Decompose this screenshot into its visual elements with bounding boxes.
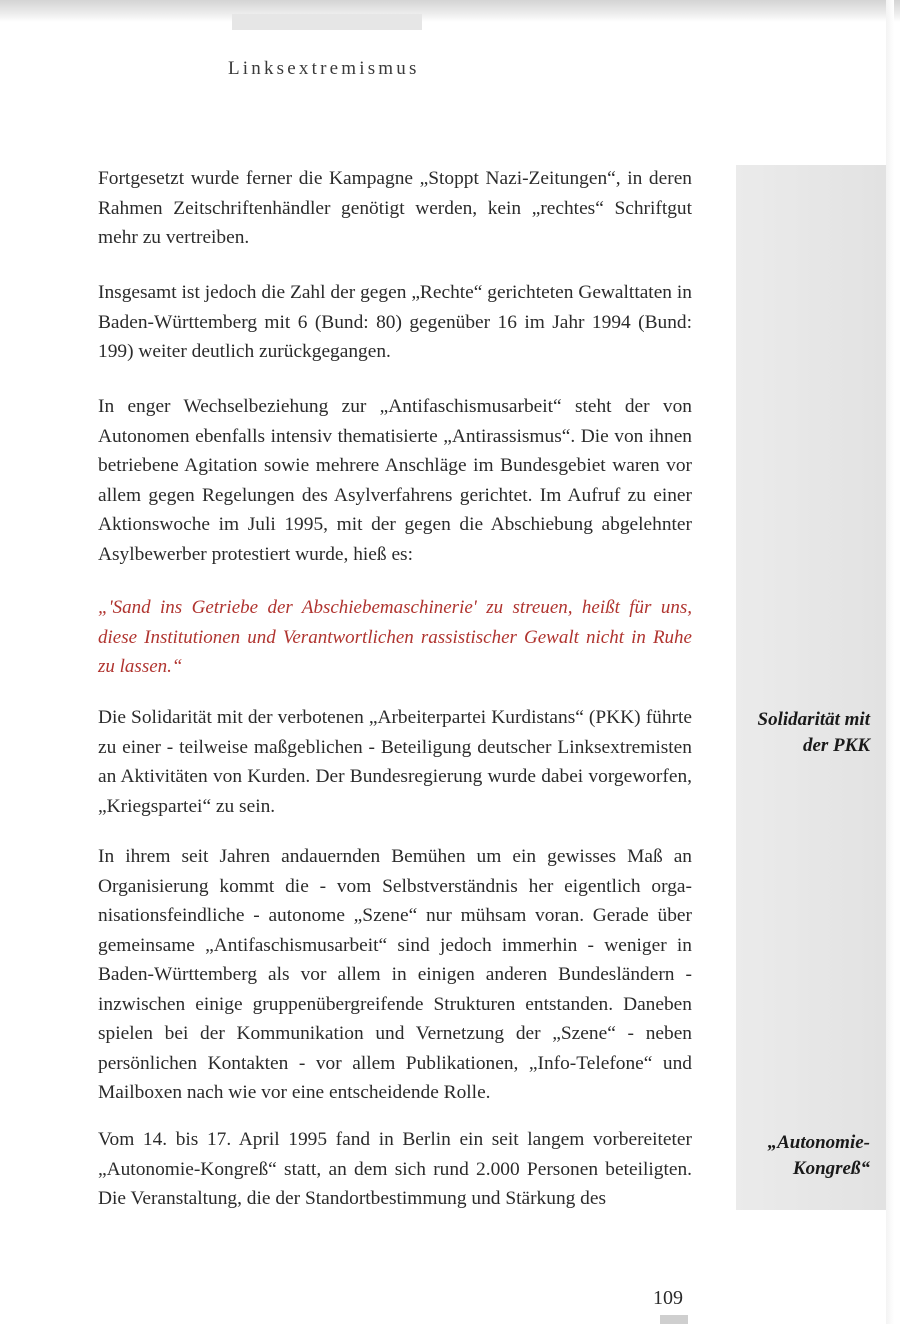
margin-note-kongress-line2: Kongreß“ bbox=[792, 1158, 870, 1179]
scan-top-band bbox=[0, 0, 900, 22]
paragraph-4: Die Solidarität mit der verbotenen „Arbeiterpartei Kurdistans“ (PKK) führte zu einer - teilweise maßgeblichen - Beteiligung deutscher Linksextremisten an Aktivitäten von Kurden. Der Bundesregierung wurde dabei vorgeworfen, „Kriegspartei“ zu sein. bbox=[98, 707, 692, 817]
paragraph-5: In ihrem seit Jahren andauernden Bemühen um ein gewisses Maß an Organisierung kommt die - vom Selbstverständnis her eigentlich organisationsfeindliche - autonome „Szene“ nur mühsam voran. Gerade über gemeinsame „Antifaschismusarbeit“ sind jedoch immerhin - weniger in Baden-Württemberg als vor allem in einigen anderen Bundesländern - inzwischen einige gruppenübergreifende Strukturen entstanden. Daneben spielen bei der Kommunikation und Vernetzung der „Szene“ - neben persönlichen Kontakten - vor allem Publikationen, „Info-Telefone“ und Mailboxen nach wie vor eine entscheidende Rolle. bbox=[98, 846, 692, 1103]
running-head: Linksextremismus bbox=[228, 58, 420, 79]
margin-sidebar bbox=[736, 165, 886, 1210]
margin-note-pkk-line2: der PKK bbox=[802, 735, 870, 756]
paragraph-1: Fortgesetzt wurde ferner die Kampagne „Stoppt Nazi-Zeitungen“, in deren Rahmen Zeitschriftenhändler genötigt werden, kein „rechtes“ Schriftgut mehr zu vertreiben. bbox=[98, 168, 692, 248]
scan-top-shadow bbox=[232, 14, 422, 30]
margin-note-pkk bbox=[740, 707, 870, 759]
margin-note-kongress-line1: „Autonomie- bbox=[767, 1132, 870, 1153]
page-edge bbox=[886, 0, 894, 1324]
paragraph-6: Vom 14. bis 17. April 1995 fand in Berlin ein seit langem vorbereiteter „Autonomie-Kongreß“ statt, an dem sich rund 2.000 Personen beteiligten. Die Veranstaltung, die der Standortbestimmung und Stärkung des bbox=[98, 1129, 692, 1209]
scan-bottom-mark bbox=[660, 1315, 688, 1324]
quotation: „'Sand ins Getriebe der Abschiebemaschinerie' zu streuen, heißt für uns, diese Institutionen und Verantwortlichen rassistischer Gewalt nicht in Ruhe zu lassen.“ bbox=[98, 597, 692, 677]
paragraph-2: Insgesamt ist jedoch die Zahl der gegen „Rechte“ gerichteten Gewalttaten in Baden-Württemberg mit 6 (Bund: 80) gegenüber 16 im Jahr 1994 (Bund: 199) weiter deutlich zurückgegangen. bbox=[98, 282, 692, 362]
margin-note-kongress bbox=[740, 1130, 870, 1182]
paragraph-3: In enger Wechselbeziehung zur „Antifaschismusarbeit“ steht der von Autonomen ebenfalls intensiv thematisierte „Antirassismus“. Die von ihnen betriebene Agitation sowie mehrere Anschläge im Bundesgebiet waren vor allem gegen Regelungen des Asylverfahrens gerichtet. Im Aufruf zu einer Aktionswoche im Juli 1995, mit der gegen die Abschiebung abgelehnter Asylbewerber protestiert wurde, hieß es: bbox=[98, 396, 692, 565]
margin-note-pkk-line1: Solidarität mit bbox=[757, 709, 870, 730]
page-number: 109 bbox=[653, 1287, 683, 1309]
